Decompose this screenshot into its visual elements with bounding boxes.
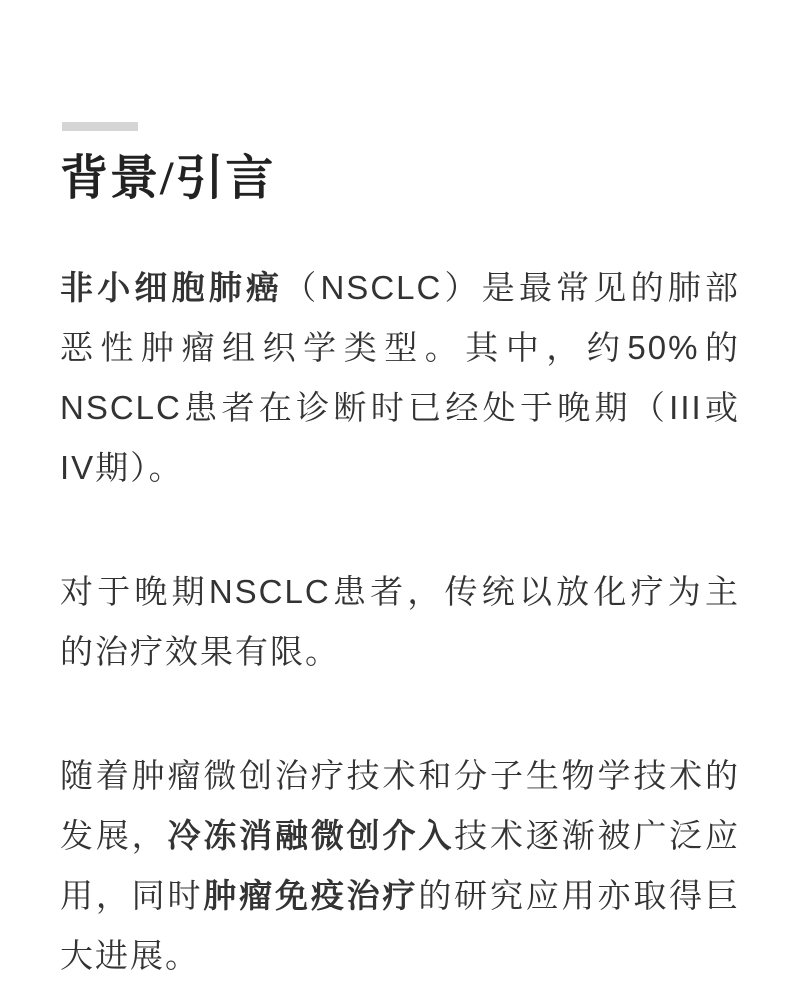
paragraph <box>60 746 740 986</box>
text-segment: 随着肿瘤微创治疗技术和分子生物学技术的发展， <box>60 757 740 855</box>
text-segment: 的研究应用亦取得巨大进展。 <box>60 877 741 975</box>
text-segment: （NSCLC）是最常见的肺部恶性肿瘤组织学类型。其中，约50%的NSCLC患者在诊断时已经处于晚期（III或IV期）。 <box>60 269 741 487</box>
body-text <box>60 258 740 986</box>
paragraph <box>60 562 740 682</box>
text-segment: 技术逐渐被广泛应用，同时 <box>60 817 741 915</box>
bold-text-segment: 肿瘤免疫治疗 <box>203 877 419 915</box>
bold-text-segment: 非小细胞肺癌 <box>60 269 284 307</box>
accent-bar <box>62 122 138 131</box>
bold-text-segment: 冷冻消融微创介入 <box>167 817 455 855</box>
page-title: 背景/引言 <box>60 152 276 205</box>
text-segment: 对于晚期NSCLC患者，传统以放化疗为主的治疗效果有限。 <box>60 573 740 671</box>
paragraph <box>60 258 740 498</box>
